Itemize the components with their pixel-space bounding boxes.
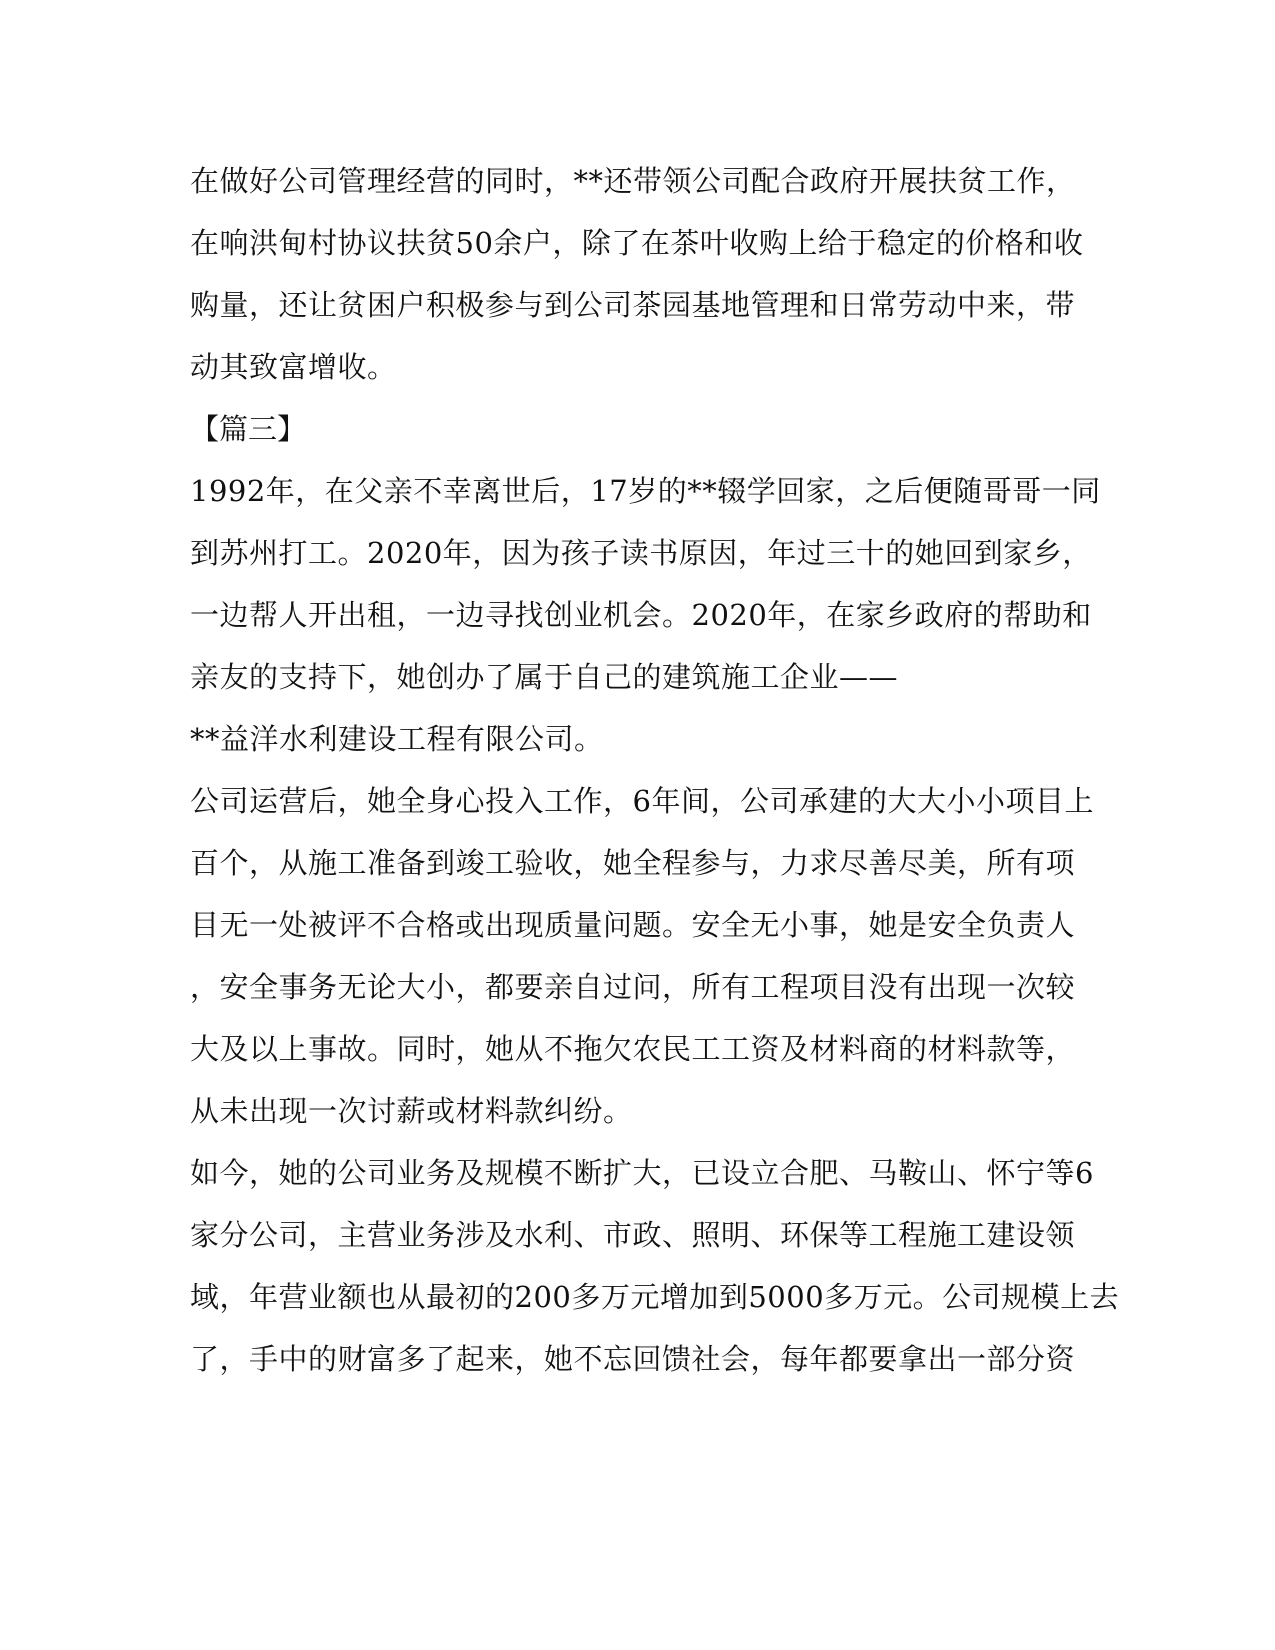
paragraph-line: 家分公司，主营业务涉及水利、市政、照明、环保等工程施工建设领 (190, 1218, 1076, 1252)
section-heading: 【篇三】 (190, 412, 307, 446)
paragraph-line: 百个，从施工准备到竣工验收，她全程参与，力求尽善尽美，所有项 (190, 846, 1076, 880)
paragraph-line: 了，手中的财富多了起来，她不忘回馈社会，每年都要拿出一部分资 (190, 1342, 1076, 1376)
paragraph-line: 目无一处被评不合格或出现质量问题。安全无小事，她是安全负责人 (190, 908, 1076, 942)
paragraph-line: 到苏州打工。2020年，因为孩子读书原因，年过三十的她回到家乡， (190, 536, 1092, 570)
paragraph-line: 大及以上事故。同时，她从不拖欠农民工工资及材料商的材料款等， (190, 1032, 1076, 1066)
paragraph-line: **益洋水利建设工程有限公司。 (190, 722, 604, 756)
paragraph-line: 动其致富增收。 (190, 350, 397, 384)
paragraph-line: 一边帮人开出租，一边寻找创业机会。2020年，在家乡政府的帮助和 (190, 598, 1092, 632)
paragraph-line: 公司运营后，她全身心投入工作，6年间，公司承建的大大小小项目上 (190, 784, 1094, 818)
paragraph-line: 购量，还让贫困户积极参与到公司茶园基地管理和日常劳动中来，带 (190, 288, 1076, 322)
paragraph-line: 从未出现一次讨薪或材料款纠纷。 (190, 1094, 633, 1128)
paragraph-line: 亲友的支持下，她创办了属于自己的建筑施工企业—— (190, 660, 899, 694)
document-body (190, 150, 1120, 1390)
paragraph-line: 在响洪甸村协议扶贫50余户，除了在茶叶收购上给于稳定的价格和收 (190, 226, 1084, 260)
paragraph-line: 如今，她的公司业务及规模不断扩大，已设立合肥、马鞍山、怀宁等6 (190, 1156, 1094, 1190)
paragraph-line: ，安全事务无论大小，都要亲自过问，所有工程项目没有出现一次较 (190, 970, 1076, 1004)
paragraph-line: 在做好公司管理经营的同时，**还带领公司配合政府开展扶贫工作， (190, 164, 1076, 198)
paragraph-line: 域，年营业额也从最初的200多万元增加到5000多万元。公司规模上去 (190, 1280, 1120, 1314)
paragraph-line: 1992年，在父亲不幸离世后，17岁的**辍学回家，之后便随哥哥一同 (190, 474, 1101, 508)
